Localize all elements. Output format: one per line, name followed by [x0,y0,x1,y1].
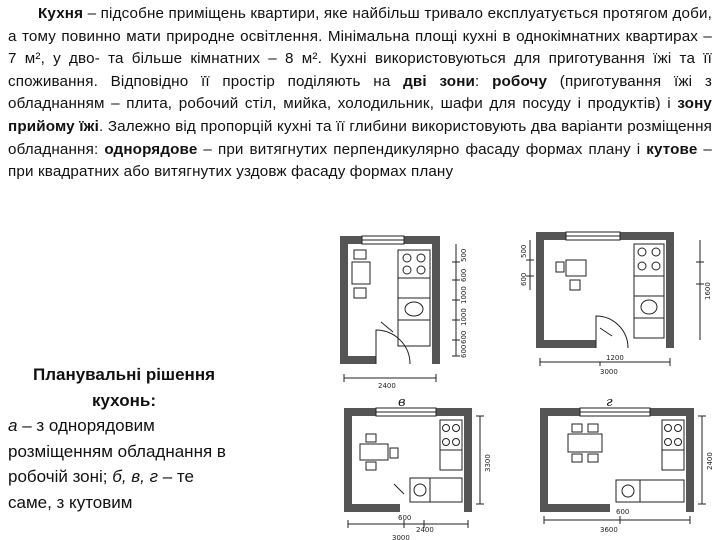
dim-g-bottom-1: 600 [616,508,630,516]
text-segment-4: – при витягнутих перпендикулярно фасаду формах плану і [197,140,647,158]
caption-text-a: – з однорядовим розміщенням обладнання в робочій зоні; [8,416,226,486]
dim-g-bottom-2: 3600 [600,526,618,534]
dim-g-right: 2400 [706,452,714,470]
dim-b-bottom-2: 3000 [600,368,618,376]
term-single-row: однорядове [104,140,198,158]
dim-a-right-3: 1000 [460,286,468,304]
dim-b-right-2: 600 [520,272,528,286]
text-segment-1: – підсобне приміщень квартири, яке найбільш тривало експлуатується протягом доби, а тому повинно мати природне освітлення. Мінімальна площі кухні в однокімнатних квартирах – 7 м², у дво- та більше кімнатних – 8 м². Кухні використовуються для приготування їжі та її споживання. Відповідно її простір поділяють на [8,5,712,90]
dim-v-bottom-2: 2400 [416,526,434,534]
term-corner: кутове [646,140,698,158]
dim-a-bottom: 2400 [378,382,396,390]
caption-text-bvg: – те саме, з кутовим [8,467,194,512]
plan-label-v: в [398,395,406,410]
caption-letter-a: а [8,416,18,435]
dim-b-right-1: 500 [520,244,528,258]
dim-v-right: 3300 [484,454,492,472]
dim-v-bottom-1: 600 [398,514,412,522]
term-work-zone: робочу [492,72,548,90]
text-segment-3: . Залежно від пропорцій кухні та її глибини використовують два варіанти розміщення обладнання: [8,117,713,158]
dim-b-bottom-1: 1200 [606,354,624,362]
dim-a-right-1: 500 [460,248,468,262]
plan-g [540,408,706,524]
caption-title: Планувальні рішення кухонь: [32,365,216,410]
dim-a-right-6: 600 [460,344,468,358]
plan-a [340,236,460,382]
caption-letters-bvg: б, в, г [112,467,158,486]
text-segment-5: – при квадратних або витягнутих уздовж фасаду формах плану [8,140,712,181]
plan-v [344,408,484,528]
dim-a-right-2: 600 [460,268,468,282]
term-two-zones: дві зони [403,72,476,90]
dim-v-bottom-3: 3000 [392,534,410,540]
text-segment-2: (приготування їжі з обладнанням – плита, робочий стіл, мийка, холодильник, шафи для посуду і продуктів) і [8,72,713,113]
dim-b-right-3: 1600 [704,282,712,300]
term-kitchen: Кухня [38,5,84,22]
plan-label-g: г [606,395,613,410]
dim-a-right-5: 600 [460,330,468,344]
plan-b [526,232,704,366]
text-colon: : [475,72,493,90]
dim-a-right-4: 1000 [460,308,468,326]
term-eating-zone: зону прийому їжі [8,95,712,135]
